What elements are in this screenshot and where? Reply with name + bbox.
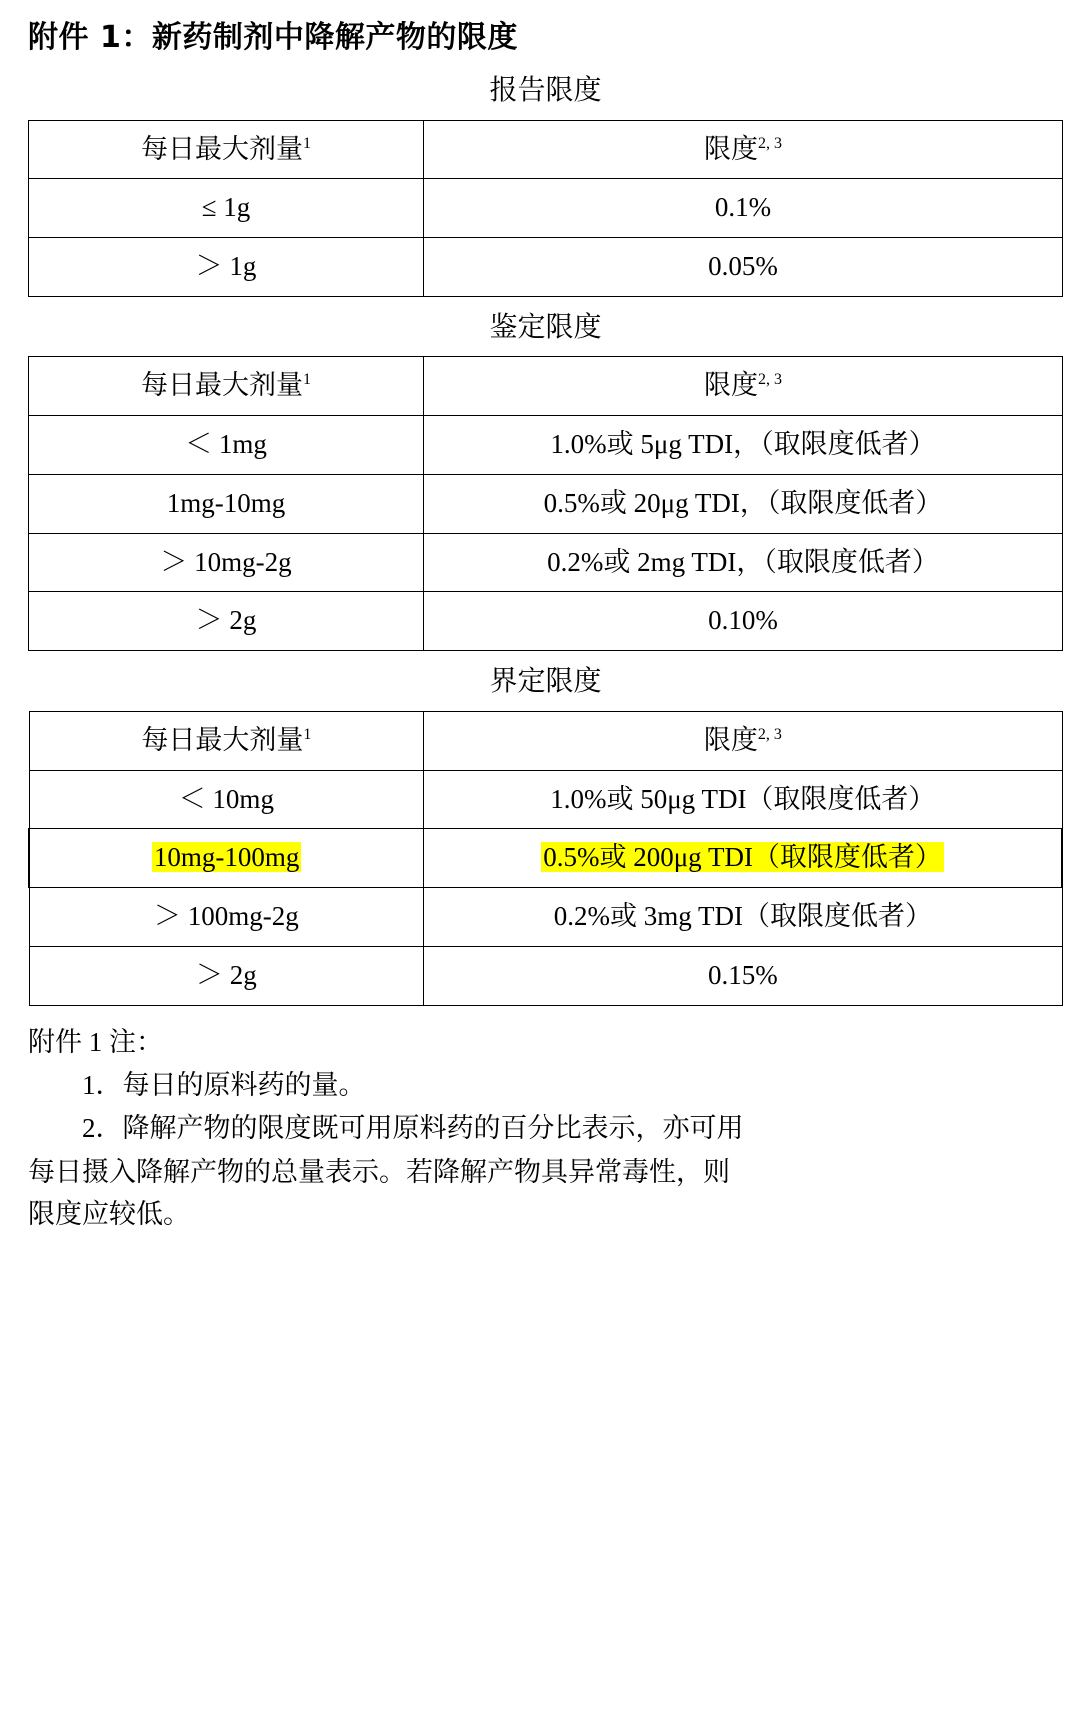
cell-limit: 1.0%或 5μg TDI，（取限度低者） xyxy=(424,416,1063,475)
table-report-limits xyxy=(28,120,1063,297)
highlighted-text: 0.5%或 200μg TDI（取限度低者） xyxy=(543,842,942,873)
note-continuation: 限度应较低。 xyxy=(28,1199,190,1230)
footnote-marker: 2, 3 xyxy=(758,371,783,389)
cell-limit: 0.05% xyxy=(424,238,1063,297)
cell-limit: 0.10% xyxy=(424,592,1063,651)
header-cell-limit xyxy=(424,120,1063,179)
cell-dose: ＜ 1mg xyxy=(29,416,424,475)
cell-dose: ＞ 2g xyxy=(29,592,424,651)
cell-limit: 0.5%或 20μg TDI，（取限度低者） xyxy=(424,474,1063,533)
note-item: 1．每日的原料药的量。 xyxy=(82,1069,366,1100)
note-item: 2．降解产物的限度既可用原料药的百分比表示，亦可用 xyxy=(82,1113,744,1144)
cell-limit xyxy=(424,829,1062,888)
footnote-marker: 1 xyxy=(303,725,312,743)
footnote-marker: 1 xyxy=(303,371,312,389)
cell-limit: 0.15% xyxy=(424,946,1062,1005)
table-row xyxy=(29,416,1063,475)
header-cell-max-daily-dose xyxy=(29,120,424,179)
header-cell-max-daily-dose xyxy=(29,357,424,416)
footnote-marker: 1 xyxy=(303,134,312,152)
footnote-marker: 2, 3 xyxy=(758,134,783,152)
table-header-row xyxy=(29,120,1063,179)
cell-limit: 0.2%或 3mg TDI（取限度低者） xyxy=(424,888,1062,947)
header-text: 限度 xyxy=(703,724,758,755)
table-row xyxy=(29,592,1063,651)
section-caption-identification: 鉴定限度 xyxy=(489,311,602,343)
highlighted-text: 10mg-100mg xyxy=(153,842,300,873)
cell-dose: ＞ 100mg-2g xyxy=(29,888,424,947)
header-text: 每日最大剂量 xyxy=(141,370,304,401)
cell-limit: 1.0%或 50μg TDI（取限度低者） xyxy=(424,770,1062,829)
cell-dose: ＞ 10mg-2g xyxy=(29,533,424,592)
header-text: 限度 xyxy=(704,133,759,164)
table-row xyxy=(29,179,1063,238)
table-header-row xyxy=(29,711,1062,770)
header-text: 每日最大剂量 xyxy=(141,133,304,164)
header-cell-limit xyxy=(424,711,1062,770)
note-continuation: 每日摄入降解产物的总量表示。若降解产物具异常毒性，则 xyxy=(28,1157,730,1188)
table-header-row xyxy=(29,357,1063,416)
cell-limit: 0.2%或 2mg TDI，（取限度低者） xyxy=(424,533,1063,592)
cell-dose xyxy=(29,829,424,888)
cell-dose: ＜ 10mg xyxy=(29,770,424,829)
section-caption-report: 报告限度 xyxy=(489,75,602,106)
table-row xyxy=(29,238,1063,297)
header-cell-max-daily-dose xyxy=(29,711,424,770)
header-text: 每日最大剂量 xyxy=(141,724,304,755)
cell-dose: ≤ 1g xyxy=(29,179,424,238)
table-row-highlighted xyxy=(29,829,1062,888)
header-text: 限度 xyxy=(704,370,759,401)
cell-dose: ＞ 1g xyxy=(29,238,424,297)
table-identification-limits xyxy=(28,356,1063,651)
header-cell-limit xyxy=(424,357,1063,416)
table-row xyxy=(29,946,1062,1005)
section-caption-qualification: 界定限度 xyxy=(489,666,602,698)
cell-dose: ＞ 2g xyxy=(29,946,424,1005)
table-row xyxy=(29,533,1063,592)
footnote-marker: 2, 3 xyxy=(757,725,782,743)
cell-dose: 1mg-10mg xyxy=(29,474,424,533)
table-row xyxy=(29,888,1062,947)
notes-title: 附件 1 注： xyxy=(28,1026,163,1057)
cell-limit: 0.1% xyxy=(424,179,1063,238)
page-title: 附件 1：新药制剂中降解产物的限度 xyxy=(28,20,518,55)
table-row xyxy=(29,770,1062,829)
table-qualification-limits xyxy=(28,711,1063,1006)
table-row xyxy=(29,474,1063,533)
